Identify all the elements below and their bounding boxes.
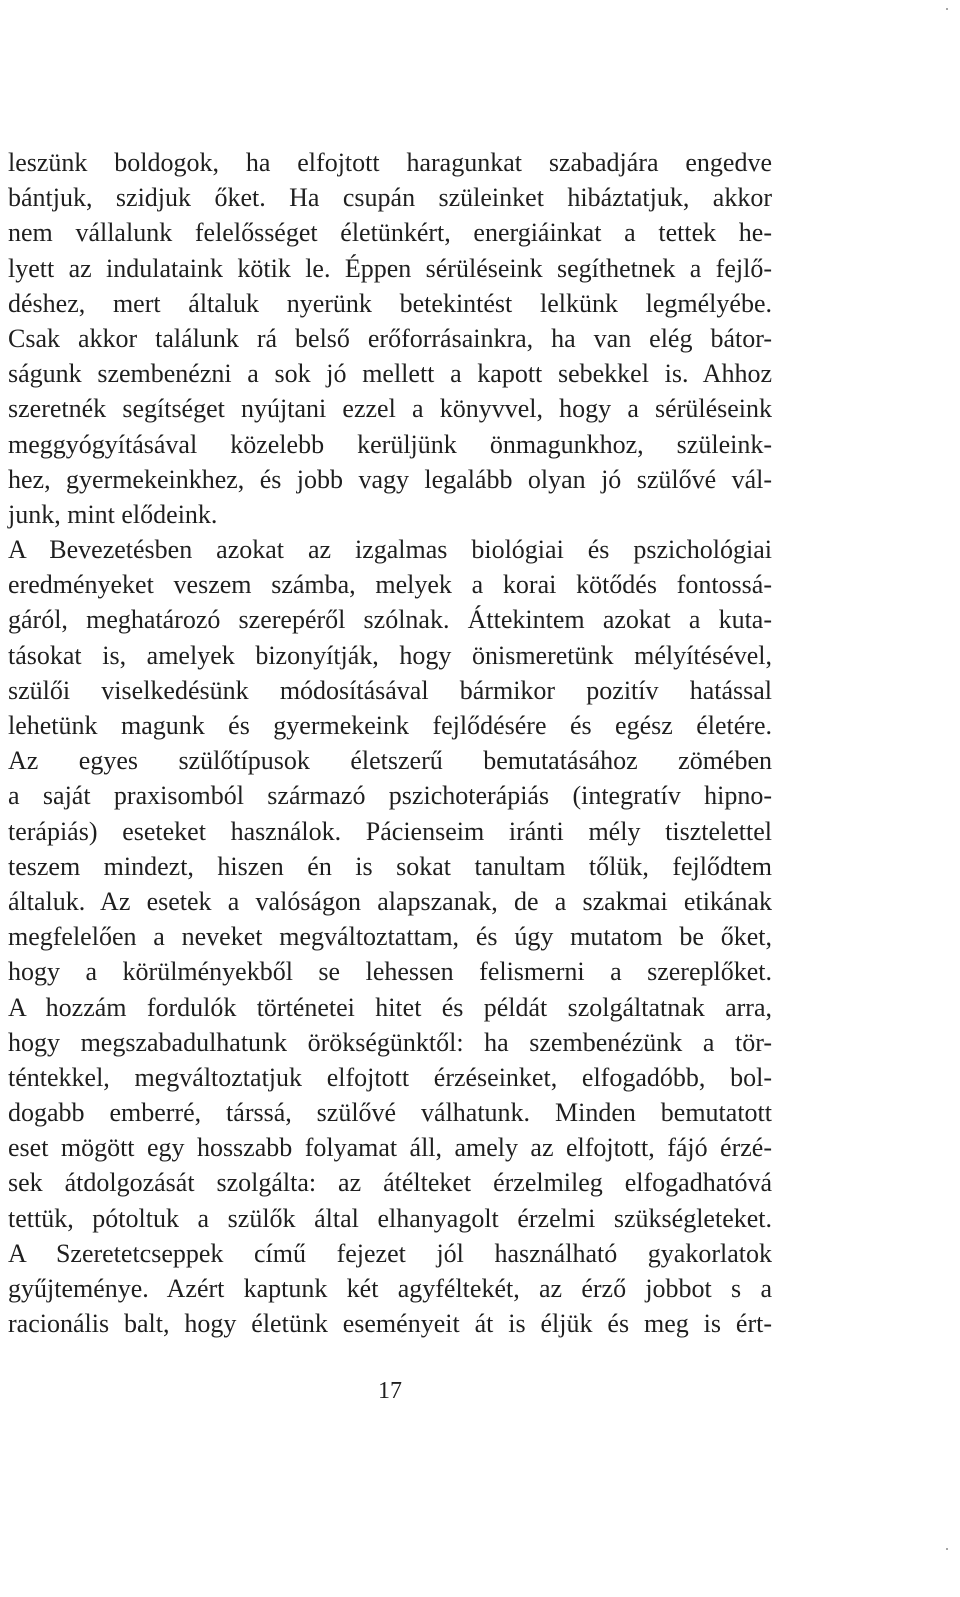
text-line: gáról, meghatározó szerepéről szólnak. Áttekintem azokat a kuta-: [8, 605, 772, 635]
text-line: junk, mint elődeink.: [8, 499, 218, 529]
text-line: hogy megszabadulhatunk örökségünktől: ha szembenézünk a tör-: [8, 1027, 772, 1057]
text-line: A Szeretetcseppek című fejezet jól használható gyakorlatok: [8, 1238, 772, 1268]
text-line: lehetünk magunk és gyermekeink fejlődésére és egész életére.: [8, 711, 772, 740]
scan-speck: [946, 8, 948, 10]
text-line: Az egyes szülőtípusok életszerű bemutatásához zömében: [8, 746, 772, 776]
text-line: eset mögött egy hosszabb folyamat áll, amely az elfojtott, fájó érzé-: [8, 1133, 772, 1163]
text-line: A Bevezetésben azokat az izgalmas biológiai és pszichológiai: [8, 535, 772, 565]
text-line: hogy a körülményekből se lehessen felismerni a szereplőket.: [8, 957, 772, 987]
scan-speck: [946, 1548, 948, 1550]
text-line: bántjuk, szidjuk őket. Ha csupán szüleinket hibáztatjuk, akkor: [8, 183, 772, 213]
text-line: sek átdolgozását szolgálta: az átélteket érzelmileg elfogadhatóvá: [8, 1168, 772, 1198]
text-line: déshez, mert általuk nyerünk betekintést lelkünk legmélyébe.: [8, 288, 772, 318]
text-line: eredményeket veszem számba, melyek a korai kötődés fontossá-: [8, 570, 772, 600]
text-line: meggyógyításával közelebb kerüljünk önmagunkhoz, szüleink-: [8, 429, 772, 459]
text-line: nem vállalunk felelősséget életünkért, energiáinkat a tettek he-: [8, 218, 772, 248]
text-line: dogabb emberré, társsá, szülővé válhatunk. Minden bemutatott: [8, 1098, 772, 1128]
text-line: téntekkel, megváltoztatjuk elfojtott érzéseinket, elfogadóbb, bol-: [8, 1062, 772, 1092]
text-line: hez, gyermekeinkhez, és jobb vagy legalább olyan jó szülővé vál-: [8, 464, 772, 494]
text-line: Csak akkor találunk rá belső erőforrásainkra, ha van elég bátor-: [8, 323, 772, 353]
text-line: racionális balt, hogy életünk eseményeit át is éljük és meg is ért-: [8, 1309, 772, 1339]
text-line: tásokat is, amelyek bizonyítják, hogy önismeretünk mélyítésével,: [8, 640, 772, 670]
text-line: tettük, pótoltuk a szülők által elhanyagolt érzelmi szükségleteket.: [8, 1203, 772, 1233]
text-line: teszem mindezt, hiszen én is sokat tanultam tőlük, fejlődtem: [8, 851, 772, 881]
text-line: A hozzám fordulók történetei hitet és példát szolgáltatnak arra,: [8, 992, 772, 1022]
text-line: szeretnék segítséget nyújtani ezzel a könyvvel, hogy a sérüléseink: [8, 394, 772, 424]
text-line: leszünk boldogok, ha elfojtott haragunkat szabadjára engedve: [8, 148, 772, 177]
text-line: ságunk szembenézni a sok jó mellett a kapott sebekkel is. Ahhoz: [8, 359, 772, 389]
text-line: szülői viselkedésünk módosításával bármikor pozitív hatással: [8, 675, 772, 705]
text-line: gyűjteménye. Azért kaptunk két agyféltekét, az érző jobbot s a: [8, 1274, 772, 1303]
body-text: [8, 145, 772, 1341]
text-line: általuk. Az esetek a valóságon alapszanak, de a szakmai etikának: [8, 886, 772, 916]
text-line: a saját praxisomból származó pszichoterápiás (integratív hipno-: [8, 781, 772, 811]
text-line: megfelelően a neveket megváltoztattam, és úgy mutatom be őket,: [8, 922, 772, 952]
page-number: 17: [378, 1378, 402, 1404]
text-line: lyett az indulataink kötik le. Éppen sérüléseink segíthetnek a fejlő-: [8, 253, 772, 283]
text-line: terápiás) eseteket használok. Pácienseim iránti mély tisztelettel: [8, 816, 772, 846]
